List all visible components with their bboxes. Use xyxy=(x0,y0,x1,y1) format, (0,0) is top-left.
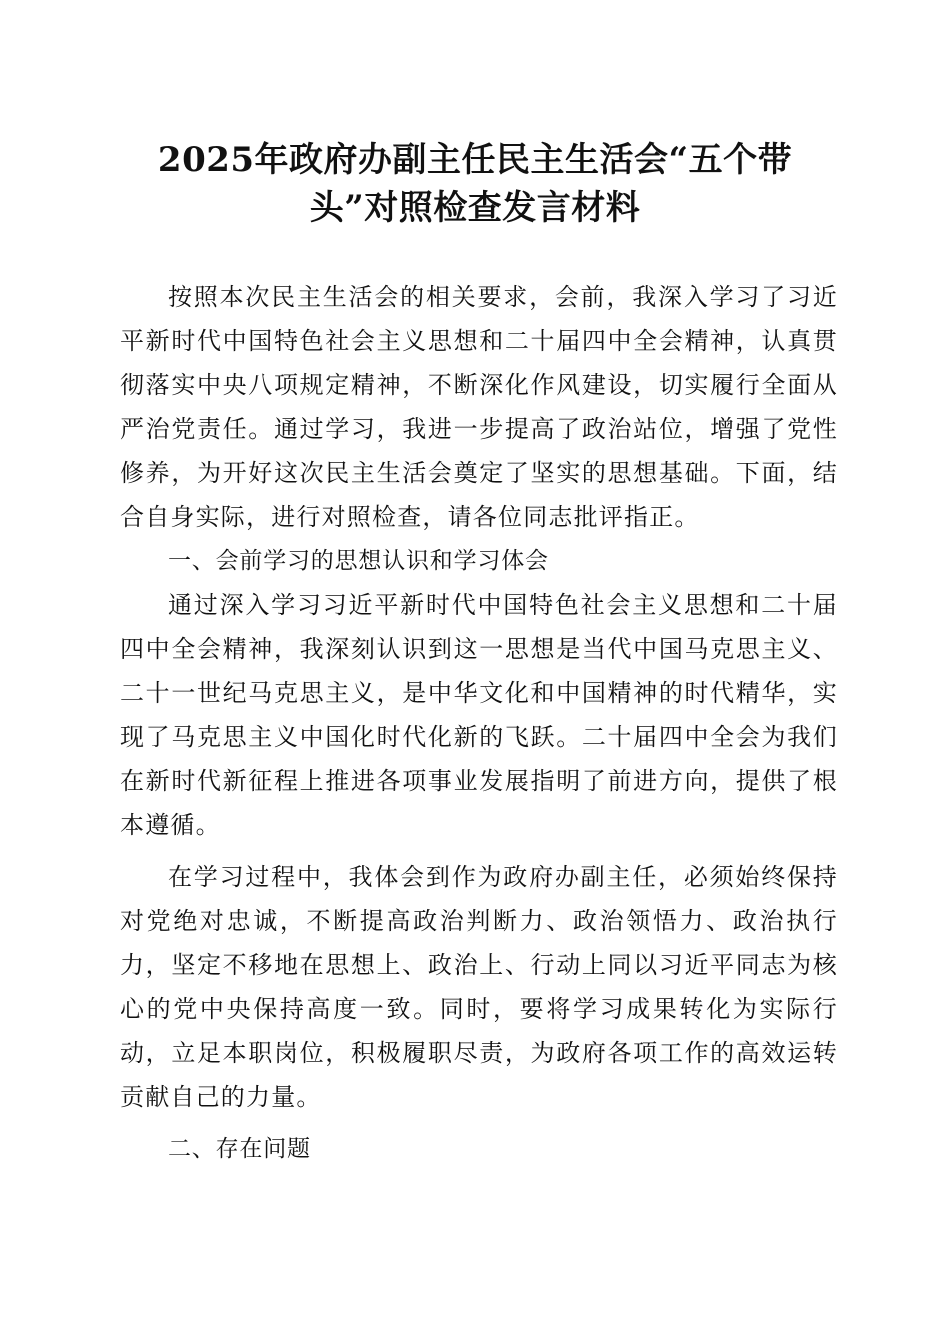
intro-paragraph: 按照本次民主生活会的相关要求，会前，我深入学习了习近平新时代中国特色社会主义思想和二十届四中全会精神，认真贯彻落实中央八项规定精神，不断深化作风建设，切实履行全面从严治党责任。通过学习，我进一步提高了政治站位，增强了党性修养，为开好这次民主生活会奠定了坚实的思想基础。下面，结合自身实际，进行对照检查，请各位同志批评指正。 xyxy=(120,283,838,531)
paragraph-gap xyxy=(120,847,838,855)
section-heading-2: 二、存在问题 xyxy=(168,1136,311,1162)
title-line-2: 头”对照检查发言材料 xyxy=(309,188,641,228)
document-title xyxy=(120,136,830,232)
document-body xyxy=(120,275,838,1171)
section-heading-1: 一、会前学习的思想认识和学习体会 xyxy=(168,548,549,574)
section1-paragraph-1: 通过深入学习习近平新时代中国特色社会主义思想和二十届四中全会精神，我深刻认识到这一思想是当代中国马克思主义、二十一世纪马克思主义，是中华文化和中国精神的时代精华，实现了马克思主义中国化时代化新的飞跃。二十届四中全会为我们在新时代新征程上推进各项事业发展指明了前进方向，提供了根本遵循。 xyxy=(120,591,838,839)
paragraph-gap xyxy=(120,1119,838,1127)
title-line-1: 2025年政府办副主任民主生活会“五个带 xyxy=(157,140,793,180)
section1-paragraph-2: 在学习过程中，我体会到作为政府办副主任，必须始终保持对党绝对忠诚，不断提高政治判断力、政治领悟力、政治执行力，坚定不移地在思想上、政治上、行动上同以习近平同志为核心的党中央保持高度一致。同时，要将学习成果转化为实际行动，立足本职岗位，积极履职尽责，为政府各项工作的高效运转贡献自己的力量。 xyxy=(120,863,838,1111)
